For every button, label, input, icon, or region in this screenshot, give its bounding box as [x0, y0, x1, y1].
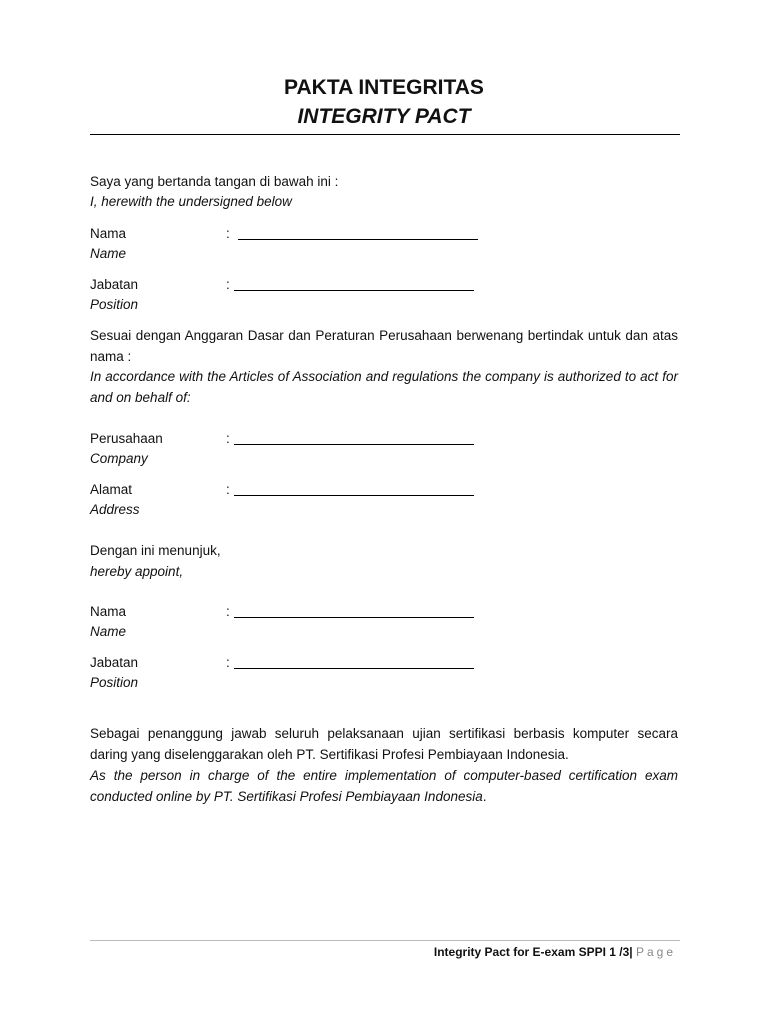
field-label-en: Name	[90, 246, 127, 261]
appoint-text: Dengan ini menunjuk,	[90, 543, 221, 558]
title-divider	[90, 134, 680, 135]
responsibility-text: Sebagai penanggung jawab seluruh pelaksanaan ujian sertifikasi berbasis komputer secara daring yang diselenggarakan oleh PT. Sertifikasi Profesi Pembiayaan Indonesia.	[90, 726, 678, 762]
field-label-en: Company	[90, 451, 148, 466]
footer-doc-label: Integrity Pact for E-exam SPPI	[433, 945, 610, 959]
field-colon: :	[226, 604, 230, 619]
responsibility-en-period: .	[482, 788, 487, 804]
field-colon: :	[226, 226, 230, 241]
fill-in-line[interactable]	[234, 444, 474, 445]
authority-text: Sesuai dengan Anggaran Dasar dan Peraturan Perusahaan berwenang bertindak untuk dan atas nama :	[90, 328, 678, 364]
field-label-en: Address	[90, 502, 140, 517]
field-colon: :	[226, 655, 230, 670]
footer-page-word: Page	[635, 945, 676, 959]
fill-in-line[interactable]	[234, 290, 474, 291]
appoint-text-en: hereby appoint,	[90, 564, 184, 579]
page-title: PAKTA INTEGRITAS	[284, 76, 484, 99]
fill-in-line[interactable]	[234, 495, 474, 496]
page-subtitle: INTEGRITY PACT	[297, 105, 471, 128]
field-colon: :	[226, 431, 230, 446]
intro-text: Saya yang bertanda tangan di bawah ini :	[90, 174, 339, 189]
footer-divider	[90, 940, 680, 941]
company-field[interactable]	[90, 430, 490, 470]
field-colon: :	[226, 277, 230, 292]
address-field[interactable]	[90, 481, 490, 521]
fill-in-line[interactable]	[238, 239, 478, 240]
field-label: Alamat	[90, 482, 133, 497]
field-label: Perusahaan	[90, 431, 163, 446]
page-footer	[434, 944, 676, 960]
field-label-en: Position	[90, 675, 139, 690]
footer-separator: |	[629, 945, 633, 959]
field-label: Jabatan	[90, 277, 139, 292]
field-label: Jabatan	[90, 655, 139, 670]
footer-page-number: 1 /3	[609, 945, 630, 959]
fill-in-line[interactable]	[234, 668, 474, 669]
field-label-en: Name	[90, 624, 127, 639]
fill-in-line[interactable]	[234, 617, 474, 618]
intro-text-en: I, herewith the undersigned below	[90, 194, 292, 209]
signer-position-field[interactable]	[90, 276, 490, 316]
responsibility-text-en	[90, 766, 678, 807]
responsibility-en-body: As the person in charge of the entire implementation of computer-based certification exam conducted online by PT. Sertifikasi Profesi Pembiayaan Indonesia	[90, 768, 678, 804]
signer-name-field[interactable]	[90, 225, 490, 265]
authority-text-en: In accordance with the Articles of Association and regulations the company is authorized to act for and on behalf of:	[90, 369, 678, 405]
appointee-name-field[interactable]	[90, 603, 490, 643]
field-label-en: Position	[90, 297, 139, 312]
field-colon: :	[226, 482, 230, 497]
appointee-position-field[interactable]	[90, 654, 490, 694]
field-label: Nama	[90, 604, 127, 619]
field-label: Nama	[90, 226, 127, 241]
